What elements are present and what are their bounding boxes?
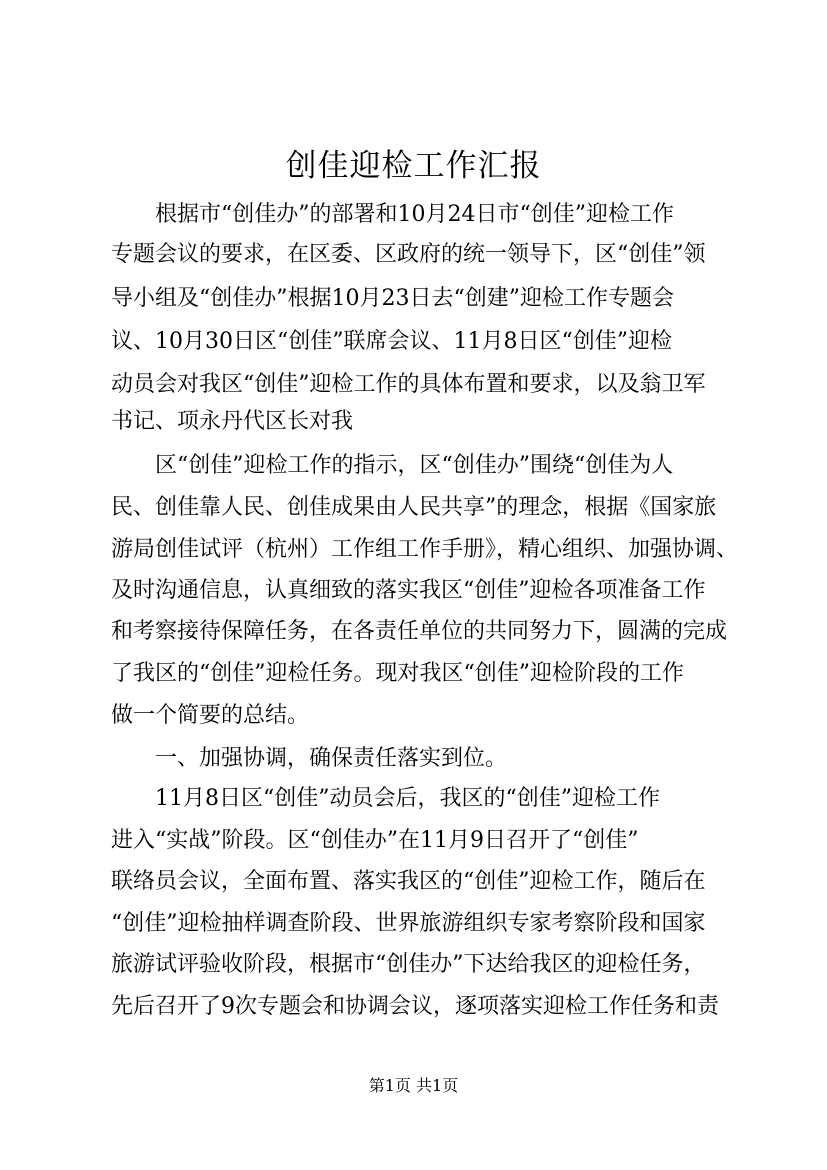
body-text-line: 旅游试评验收阶段，根据市“创佳办”下达给我区的迎检任务， [111, 952, 706, 977]
body-text-line: 导小组及“创佳办”根据10月23日去“创建”迎检工作专题会 [111, 286, 674, 311]
page-title: 创佳迎检工作汇报 [285, 148, 542, 184]
body-text-line: 联络员会议，全面布置、落实我区的“创佳”迎检工作，随后在 [111, 869, 706, 894]
body-text-line: 议、10月30日区“创佳”联席会议、11月8日区“创佳”迎检 [111, 329, 672, 354]
body-text-line: 了我区的“创佳”迎检任务。现对我区“创佳”迎检阶段的工作 [111, 661, 684, 686]
body-text-line: 和考察接待保障任务，在各责任单位的共同努力下，圆满的完成 [111, 619, 728, 644]
body-text-line: 游局创佳试评（杭州）工作组工作手册》，精心组织、加强协调、 [111, 537, 739, 562]
body-text-line: 进入“实战”阶段。区“创佳办”在11月9日召开了“创佳” [111, 828, 639, 853]
page-number-footer: 第1页 共1页 [368, 1076, 459, 1095]
body-text-line: 区“创佳”迎检工作的指示，区“创佳办”围绕“创佳为人 [111, 453, 674, 478]
body-text-line: 先后召开了9次专题会和协调会议，逐项落实迎检工作任务和责 [111, 994, 719, 1019]
body-text-line: 书记、项永丹代区长对我 [111, 409, 354, 434]
body-text-line: 做一个简要的总结。 [111, 703, 310, 728]
body-text-line: “创佳”迎检抽样调查阶段、世界旅游组织专家考察阶段和国家 [111, 911, 706, 936]
body-text-line: 及时沟通信息，认真细致的落实我区“创佳”迎检各项准备工作 [111, 578, 706, 603]
body-text-line: 专题会议的要求，在区委、区政府的统一领导下，区“创佳”领 [111, 242, 706, 267]
body-text-line: 民、创佳靠人民、创佳成果由人民共享”的理念，根据《国家旅 [111, 495, 717, 520]
section-heading: 一、加强协调，确保责任落实到位。 [111, 746, 508, 771]
body-text-line: 动员会对我区“创佳”迎检工作的具体布置和要求，以及翁卫军 [111, 372, 706, 397]
body-text-line: 根据市“创佳办”的部署和10月24日市“创佳”迎检工作 [111, 202, 674, 227]
body-text-line: 11月8日区“创佳”动员会后，我区的“创佳”迎检工作 [111, 786, 660, 811]
